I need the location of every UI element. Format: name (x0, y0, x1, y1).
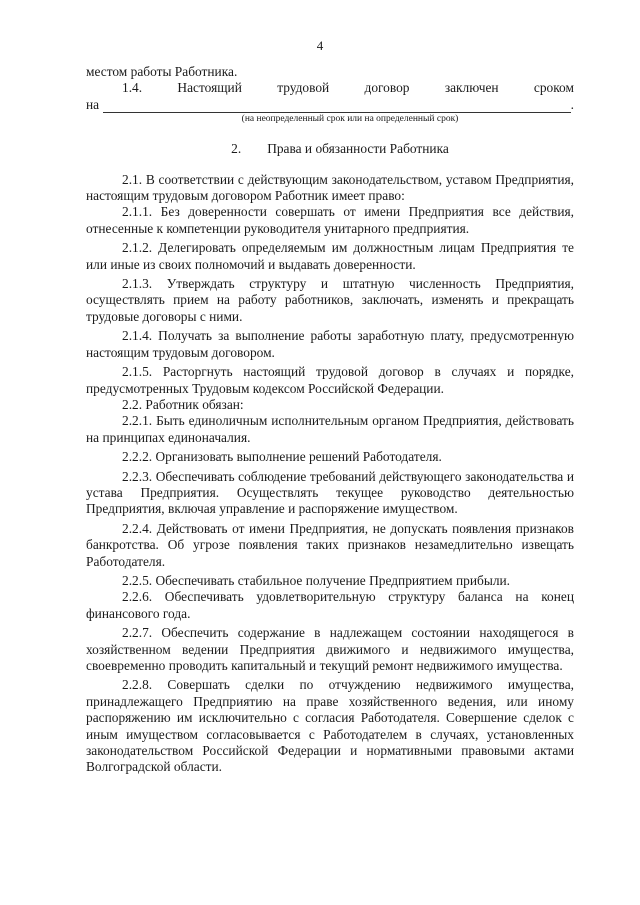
paragraph-2-2-1: 2.2.1. Быть единоличным исполнительным органом Предприятия, действовать на принципах единоначалия. (86, 413, 574, 445)
paragraph-2-2-4: 2.2.4. Действовать от имени Предприятия, не допускать появления признаков банкротства. Об угрозе появления таких признаков незамедлительно извещать Работодателя. (86, 520, 574, 569)
term-word: заключен (444, 80, 499, 96)
document-body (86, 64, 574, 776)
term-prefix: на (86, 96, 100, 112)
section-heading (86, 141, 574, 157)
term-word: сроком (533, 80, 574, 96)
term-word: договор (364, 80, 410, 96)
paragraph-2-1: 2.1. В соответствии с действующим законодательством, уставом Предприятия, настоящим трудовым договором Работник имеет право: (86, 171, 574, 204)
contract-term-field (86, 97, 574, 113)
paragraph-2-2-3: 2.2.3. Обеспечивать соблюдение требований действующего законодательства и устава Предприятия. Осуществлять текущее руководство деятельностью Предприятия, включая управление и распоряжение имуществом. (86, 468, 574, 517)
paragraph-2-1-2: 2.1.2. Делегировать определяемым им должностным лицам Предприятия те или иные из своих полномочий и выдавать доверенности. (86, 240, 574, 272)
contract-term-sentence (86, 80, 574, 96)
paragraph-2-1-3: 2.1.3. Утверждать структуру и штатную численность Предприятия, осуществлять прием на работу работников, заключать, изменять и прекращать трудовые договоры с ними. (86, 276, 574, 324)
paragraph-2-2-7: 2.2.7. Обеспечить содержание в надлежащем состоянии находящегося в хозяйственном ведении Предприятия движимого и недвижимого имущества, своевременно проводить капитальный и текущий ремонт недвижимого имущества. (86, 625, 574, 673)
paragraph-2-1-1: 2.1.1. Без доверенности совершать от имени Предприятия все действия, отнесенные к компетенции руководителя унитарного предприятия. (86, 204, 574, 236)
term-word: 1.4. (122, 80, 143, 96)
term-word: Настоящий (177, 80, 242, 96)
term-suffix: . (570, 96, 574, 112)
paragraph-2-2: 2.2. Работник обязан: (122, 396, 244, 412)
page-number: 4 (316, 38, 324, 53)
term-hint: (на неопределенный срок или на определенный срок) (241, 114, 459, 125)
paragraph-2-1-4: 2.1.4. Получать за выполнение работы заработную плату, предусмотренную настоящим трудовым договором. (86, 328, 574, 360)
paragraph-2-2-6: 2.2.6. Обеспечивать удовлетворительную структуру баланса на конец финансового года. (86, 589, 574, 621)
paragraph-2-2-8: 2.2.8. Совершать сделки по отчуждению недвижимого имущества, принадлежащего Предприятию на праве хозяйственного ведения, или иному распоряжению им исключительно с согласия Работодателя. Совершение сделок с иным имуществом согласовывается с Работодателем в случаях, установленных законодательством Российской Федерации и нормативными правовыми актами Волгоградской области. (86, 677, 574, 775)
section-number: 2. (231, 141, 242, 157)
paragraph-2-2-5: 2.2.5. Обеспечивать стабильное получение Предприятием прибыли. (122, 572, 511, 588)
section-title: Права и обязанности Работника (267, 141, 449, 157)
term-word: трудовой (277, 80, 330, 96)
intro-line: местом работы Работника. (86, 64, 238, 79)
paragraph-2-2-2: 2.2.2. Организовать выполнение решений Работодателя. (122, 449, 442, 465)
term-blank-line (103, 100, 571, 113)
paragraph-2-1-5: 2.1.5. Расторгнуть настоящий трудовой договор в случаях и порядке, предусмотренных Трудовым кодексом Российской Федерации. (86, 364, 574, 396)
